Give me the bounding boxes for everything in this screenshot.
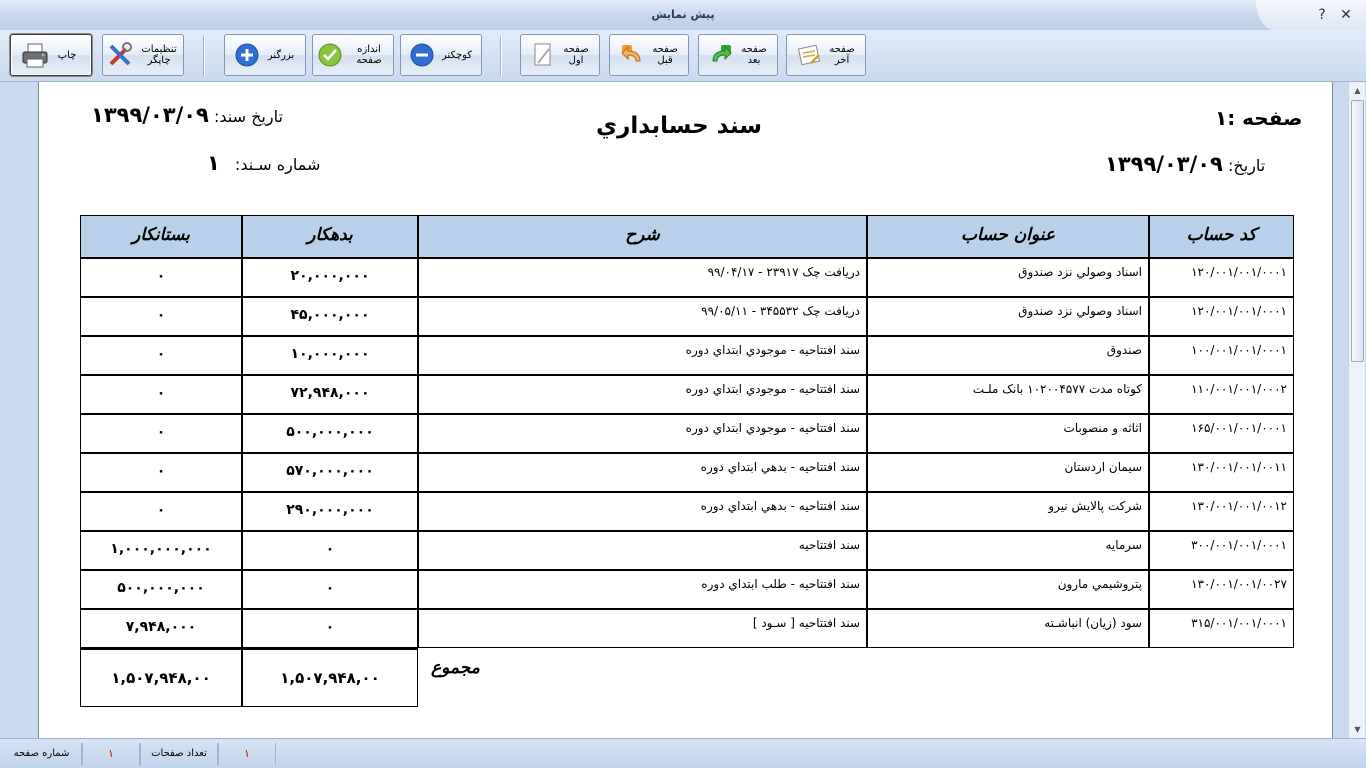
- printer-settings-line2: چاپگر: [147, 55, 171, 66]
- close-icon[interactable]: ✕: [1340, 7, 1352, 23]
- cell-description: سند افتتاحيه - موجودي ابتداي دوره: [418, 414, 867, 453]
- cell-code: ۳۱۵/۰۰۱/۰۰۱/۰۰۰۱: [1149, 609, 1294, 648]
- doc-number-row: [207, 151, 320, 175]
- printer-settings-line1: تنظيمات: [141, 44, 177, 55]
- cell-credit: ۰: [80, 258, 242, 297]
- first-page-label: [561, 44, 591, 66]
- date-row: [1105, 152, 1265, 176]
- doc-date-label: تاريخ سند:: [213, 107, 283, 126]
- cell-code: ۱۳۰/۰۰۱/۰۰۱/۰۰۲۷: [1149, 570, 1294, 609]
- zoom-out-button[interactable]: [400, 34, 482, 76]
- cell-description: سند افتتاحيه - موجودي ابتداي دوره: [418, 336, 867, 375]
- first-page-button[interactable]: [520, 34, 600, 76]
- cell-credit: ۵۰۰,۰۰۰,۰۰۰: [80, 570, 242, 609]
- cell-debit: ۵۰۰,۰۰۰,۰۰۰: [242, 414, 418, 453]
- title-bar: [0, 0, 1366, 30]
- scroll-thumb[interactable]: [1351, 100, 1364, 362]
- scroll-up-icon[interactable]: ▲: [1354, 86, 1361, 95]
- cell-credit: ۰: [80, 375, 242, 414]
- last-page-label: [827, 44, 857, 66]
- vertical-scrollbar[interactable]: [1348, 82, 1365, 738]
- minus-circle-icon: [408, 41, 436, 69]
- report-page: [38, 82, 1333, 738]
- status-bar: [0, 738, 1366, 768]
- next-page-line1: صفحه: [741, 44, 767, 55]
- fit-page-label: [348, 44, 390, 66]
- cell-account: اسناد وصولي نزد صندوق: [867, 297, 1149, 336]
- column-header-description: شرح: [418, 215, 867, 258]
- page-number-status-value: ۱: [82, 743, 140, 765]
- page-number-status-label: شماره صفحه: [2, 743, 82, 765]
- cell-description: سند افتتاحيه - طلب ابتداي دوره: [418, 570, 867, 609]
- doc-number-value: ۱: [207, 151, 220, 175]
- cell-debit: ۱۰,۰۰۰,۰۰۰: [242, 336, 418, 375]
- cell-debit: ۲۹۰,۰۰۰,۰۰۰: [242, 492, 418, 531]
- next-page-line2: بعد: [747, 55, 761, 66]
- previous-page-button[interactable]: [609, 34, 689, 76]
- cell-description: سند افتتاحيه [ سـود ]: [418, 609, 867, 648]
- total-label: مجموع: [431, 658, 480, 678]
- first-page-line1: صفحه: [563, 44, 589, 55]
- plus-circle-icon: [233, 41, 261, 69]
- previous-arrow-icon: [618, 41, 646, 69]
- last-page-icon: [795, 41, 823, 69]
- doc-number-label: شماره سـند:: [234, 155, 321, 174]
- last-page-button[interactable]: [786, 34, 866, 76]
- cell-debit: ۴۵,۰۰۰,۰۰۰: [242, 297, 418, 336]
- cell-description: سند افتتاحيه - بدهي ابتداي دوره: [418, 492, 867, 531]
- next-page-label: [739, 44, 769, 66]
- cell-account: سرمايه: [867, 531, 1149, 570]
- previous-page-label: [650, 44, 680, 66]
- date-label: تاريخ:: [1227, 156, 1266, 175]
- cell-credit: ۷,۹۴۸,۰۰۰: [80, 609, 242, 648]
- first-page-line2: اول: [568, 55, 584, 66]
- cell-account: صندوق: [867, 336, 1149, 375]
- page-label-text: صفحه :: [1227, 106, 1303, 130]
- cell-code: ۱۱۰/۰۰۱/۰۰۱/۰۰۰۲: [1149, 375, 1294, 414]
- cell-description: دريافت چک ۳۴۵۵۳۲ - ۹۹/۰۵/۱۱: [418, 297, 867, 336]
- cell-description: سند افتتاحيه - موجودي ابتداي دوره: [418, 375, 867, 414]
- cell-description: سند افتتاحيه - بدهي ابتداي دوره: [418, 453, 867, 492]
- cell-description: سند افتتاحيه: [418, 531, 867, 570]
- printer-settings-button[interactable]: [102, 34, 184, 76]
- check-circle-icon: [316, 41, 344, 69]
- cell-credit: ۰: [80, 492, 242, 531]
- window-title: پيش نمايش: [651, 8, 715, 21]
- cell-account: کوتاه مدت ۱۰۲۰۰۴۵۷۷ بانک ملـت: [867, 375, 1149, 414]
- cell-code: ۱۲۰/۰۰۱/۰۰۱/۰۰۰۱: [1149, 258, 1294, 297]
- cell-debit: ۰: [242, 570, 418, 609]
- cell-account: سود (زيان) انباشـته: [867, 609, 1149, 648]
- cell-account: اثاثه و منصوبات: [867, 414, 1149, 453]
- help-icon[interactable]: ?: [1318, 7, 1326, 23]
- zoom-in-label: بزرگنر: [267, 49, 295, 61]
- print-label: چاپ: [57, 49, 77, 61]
- fit-page-line2: صفحه: [356, 55, 382, 66]
- preview-area: [0, 82, 1366, 738]
- print-button[interactable]: [10, 34, 92, 76]
- last-page-line1: صفحه: [829, 44, 855, 55]
- page-label-value: ۱: [1215, 106, 1228, 130]
- doc-date-row: [91, 103, 283, 127]
- cell-credit: ۰: [80, 297, 242, 336]
- printer-settings-label: [138, 44, 180, 66]
- cell-code: ۱۰۰/۰۰۱/۰۰۱/۰۰۰۱: [1149, 336, 1294, 375]
- cell-code: ۱۲۰/۰۰۱/۰۰۱/۰۰۰۱: [1149, 297, 1294, 336]
- page-count-status-value: ۱: [218, 743, 276, 765]
- toolbar-separator: [203, 36, 205, 76]
- column-header-account: عنوان حساب: [867, 215, 1149, 258]
- date-value: ۱۳۹۹/۰۳/۰۹: [1105, 152, 1223, 176]
- cell-debit: ۵۷۰,۰۰۰,۰۰۰: [242, 453, 418, 492]
- cell-debit: ۷۲,۹۴۸,۰۰۰: [242, 375, 418, 414]
- scroll-down-icon[interactable]: ▼: [1354, 725, 1361, 734]
- cell-debit: ۰: [242, 531, 418, 570]
- previous-page-line2: قبل: [657, 55, 673, 66]
- column-header-credit: بستانکار: [80, 215, 242, 258]
- zoom-in-button[interactable]: [224, 34, 306, 76]
- total-debit: ۱,۵۰۷,۹۴۸,۰۰: [242, 647, 418, 707]
- cell-account: سيمان اردستان: [867, 453, 1149, 492]
- report-title: سند حسابداري: [596, 113, 763, 139]
- cell-code: ۱۳۰/۰۰۱/۰۰۱/۰۰۱۲: [1149, 492, 1294, 531]
- column-header-debit: بدهکار: [242, 215, 418, 258]
- column-header-code: کد حساب: [1149, 215, 1294, 258]
- page-count-status-label: تعداد صفحات: [140, 743, 218, 765]
- cell-code: ۱۳۰/۰۰۱/۰۰۱/۰۰۱۱: [1149, 453, 1294, 492]
- cell-description: دريافت چک ۲۳۹۱۷ - ۹۹/۰۴/۱۷: [418, 258, 867, 297]
- cell-debit: ۰: [242, 609, 418, 648]
- cell-credit: ۰: [80, 414, 242, 453]
- previous-page-line1: صفحه: [652, 44, 678, 55]
- cell-code: ۱۶۵/۰۰۱/۰۰۱/۰۰۰۱: [1149, 414, 1294, 453]
- page-number-label: [1215, 106, 1302, 130]
- printer-icon: [21, 41, 49, 69]
- cell-credit: ۰: [80, 336, 242, 375]
- tools-icon: [106, 41, 134, 69]
- fit-page-line1: اندازه: [357, 44, 381, 55]
- toolbar-separator: [500, 36, 502, 76]
- last-page-line2: آخر: [834, 55, 850, 66]
- cell-code: ۳۰۰/۰۰۱/۰۰۱/۰۰۰۱: [1149, 531, 1294, 570]
- cell-credit: ۰: [80, 453, 242, 492]
- toolbar: [0, 30, 1366, 82]
- next-arrow-icon: [707, 41, 735, 69]
- zoom-out-label: کوچکنر: [441, 49, 473, 61]
- cell-account: اسناد وصولي نزد صندوق: [867, 258, 1149, 297]
- fit-page-button[interactable]: [312, 34, 394, 76]
- cell-credit: ۱,۰۰۰,۰۰۰,۰۰۰: [80, 531, 242, 570]
- cell-account: شرکت پالايش نيرو: [867, 492, 1149, 531]
- cell-debit: ۲۰,۰۰۰,۰۰۰: [242, 258, 418, 297]
- next-page-button[interactable]: [698, 34, 778, 76]
- total-credit: ۱,۵۰۷,۹۴۸,۰۰: [80, 647, 242, 707]
- first-page-icon: [529, 41, 557, 69]
- doc-date-value: ۱۳۹۹/۰۳/۰۹: [91, 103, 209, 127]
- cell-account: پتروشيمي مارون: [867, 570, 1149, 609]
